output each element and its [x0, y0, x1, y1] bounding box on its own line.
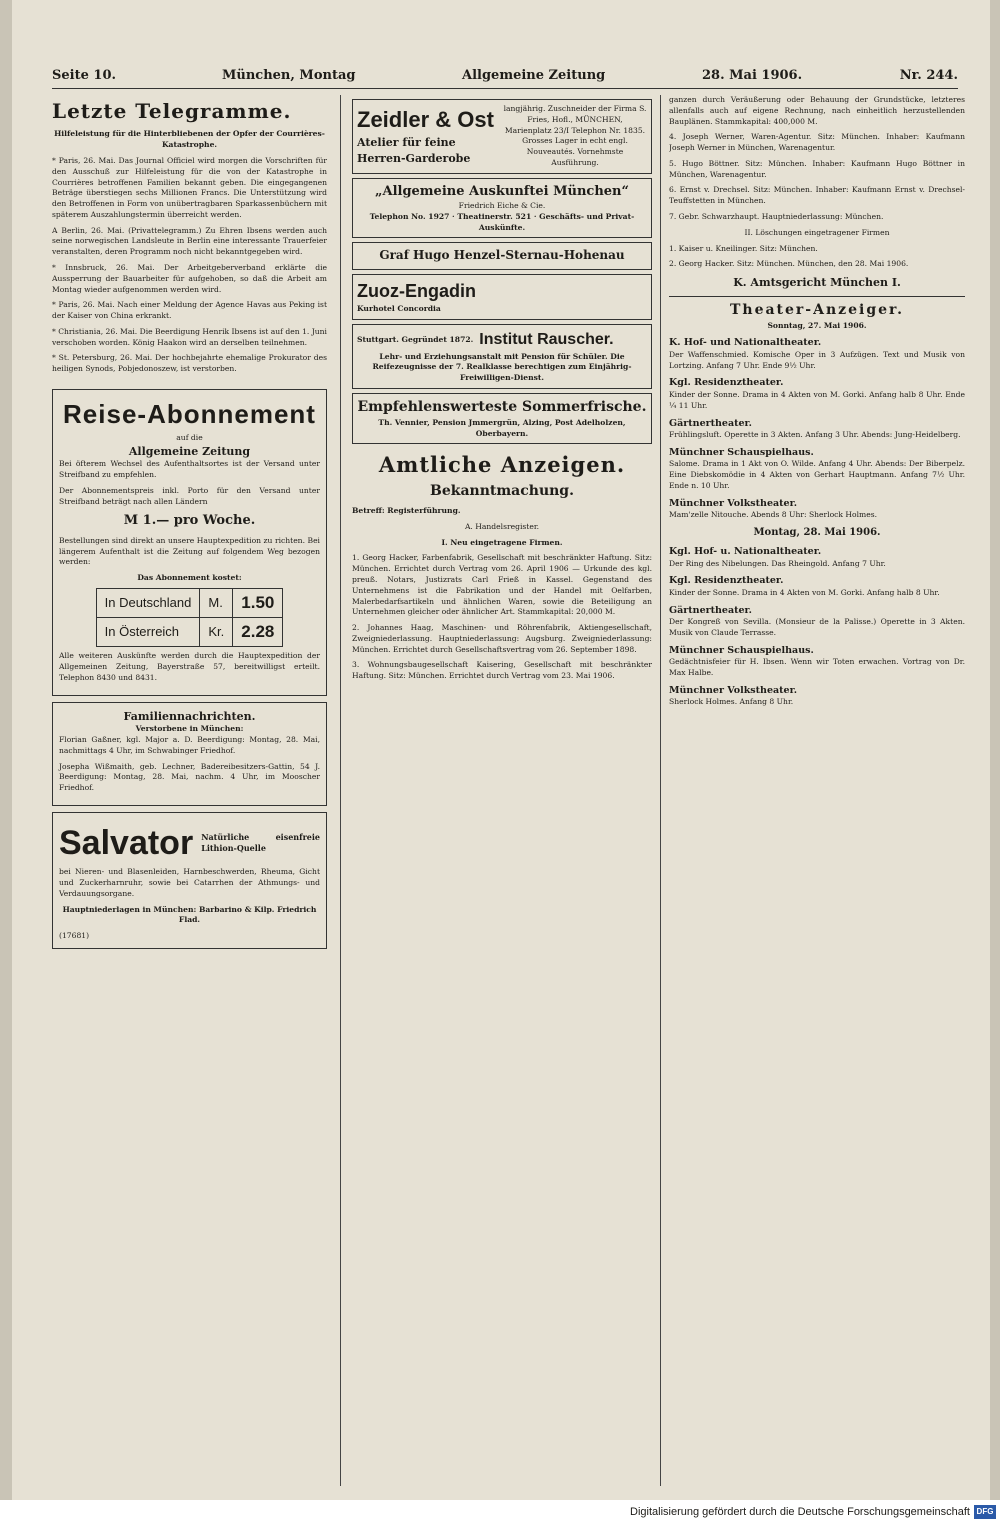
stuttgart-label: Stuttgart. Gegründet 1872. [357, 334, 474, 344]
register-entry: 4. Joseph Werner, Waren-Agentur. Sitz: München. Inhaber: Kaufmann Joseph Werner in München, Warenagentur. [669, 132, 965, 153]
telegram-paragraph: A Berlin, 26. Mai. (Privattelegramm.) Zu Ehren Ibsens werden auch seine norwegischen Landsleute in Berlin eine interessante Trauerfeier veranstalten, deren Programm noch nicht bekanntgegeben wird. [52, 225, 327, 257]
zuoz-sub: Kurhotel Concordia [357, 304, 441, 314]
zeidler-name: Zeidler & Ost [357, 107, 494, 132]
telegrams-title: Letzte Telegramme. [52, 99, 292, 123]
rauscher-ad [352, 324, 652, 389]
reise-paragraph: Bei öfterem Wechsel des Aufenthaltsortes ist der Versand unter Streifband zu empfehlen. [59, 459, 320, 480]
theater-program: Mam'zelle Nitouche. Abends 8 Uhr: Sherlock Holmes. [669, 510, 878, 520]
sommer-text: Th. Vennier, Pension Jmmergrün, Alzing, Post Adelholzen, Oberbayern. [378, 417, 626, 438]
abo-country: In Deutschland [96, 589, 200, 618]
column-2 [352, 95, 652, 1495]
abo-price-table [96, 588, 284, 647]
auskunftei-text: Telephon No. 1927 · Theatinerstr. 521 · Geschäfts- und Privat-Auskünfte. [369, 211, 635, 232]
salvator-ad [52, 812, 327, 949]
page-number: Seite 10. [52, 68, 117, 83]
abo-price: 2.28 [233, 618, 283, 647]
sommer-title: Empfehlenswerteste Sommerfrische. [357, 398, 647, 415]
family-title: Familiennachrichten. [123, 709, 256, 723]
table-row [96, 589, 283, 618]
theater-program: Frühlingsluft. Operette in 3 Akten. Anfang 3 Uhr. Abends: Jung-Heidelberg. [669, 430, 961, 439]
family-subtitle: Verstorbene in München: [135, 724, 244, 734]
theater-name: Kgl. Residenztheater. [669, 575, 784, 587]
header-number: Nr. 244. [899, 68, 958, 83]
footer-text: Digitalisierung gefördert durch die Deutsche Forschungsgemeinschaft [630, 1506, 970, 1518]
theater-name: Münchner Schauspielhaus. [669, 644, 814, 656]
theater-program: Der Ring des Nibelungen. Das Rheingold. Anfang 7 Uhr. [669, 558, 886, 568]
ad-number: (17681) [59, 931, 90, 941]
telegram-paragraph: * Paris, 26. Mai. Nach einer Meldung der Agence Havas aus Peking ist der Kaiser von China erkrankt. [52, 300, 327, 321]
theater-program: Der Waffenschmied. Komische Oper in 3 Aufzügen. Text und Musik von Lortzing. Anfang 7 Uhr. Ende 9½ Uhr. [669, 349, 965, 370]
auskunftei-title: „Allgemeine Auskunftei München“ [375, 183, 629, 199]
reise-title: Reise-Abonnement [63, 399, 316, 430]
sommer-ad [352, 393, 652, 444]
deletions-title: II. Löschungen eingetragener Firmen [744, 227, 890, 237]
zeidler-text: langjährig. Zuschneider der Firma S. Fries, Hofl., MÜNCHEN, Marienplatz 23/I Telephon Nr. 1835. Grosses Lager in echt engl. Nouveautés. Vornehmste Ausführung. [503, 104, 647, 167]
theater-program: Salome. Drama in 1 Akt von O. Wilde. Anfang 4 Uhr. Abends: Der Biberpelz. Eine Diebskomödie in 4 Akten von Gerhart Hauptmann. Anfang 7½ Uhr. Ende n. 10 Uhr. [669, 459, 965, 490]
theater-name: K. Hof- und Nationaltheater. [669, 337, 822, 349]
zuoz-ad [352, 274, 652, 320]
family-news-box [52, 702, 327, 806]
theater-name: Kgl. Hof- u. Nationaltheater. [669, 546, 822, 558]
handelsregister: A. Handelsregister. [464, 521, 540, 531]
register-entry: 7. Gebr. Schwarzhaupt. Hauptniederlassung: München. [669, 212, 884, 222]
header-paper: Allgemeine Zeitung [462, 68, 606, 83]
betreff: Betreff: Registerführung. [352, 506, 461, 516]
theater-program: Sherlock Holmes. Anfang 8 Uhr. [669, 697, 794, 707]
family-entry: Josepha Wißmaith, geb. Lechner, Badereibesitzers-Gattin, 54 J. Beerdigung: Montag, 28. Mai, nachm. 4 Uhr, im Mooscher Friedhof. [59, 761, 320, 793]
graf-title: Graf Hugo Henzel-Sternau-Hohenau [379, 248, 625, 263]
register-entry: 2. Georg Hacker. Sitz: München. München, den 28. Mai 1906. [669, 259, 909, 269]
register-entry: 1. Georg Hacker, Farbenfabrik, Gesellschaft mit beschränkter Haftung. Sitz: München. Errichtet durch Vertrag vom 26. April 1906 — Urkunde des kgl. preuß. Notars, Justizrats Carl Frieß in Kassel. Gegenstand des Unternehmens ist die Fabrikation und der Handel mit Oelfarben, Malerbedarfsartikeln und ähnlichen Waren, sowie die Beteiligung an Unternehmen gleicher oder ähnlicher Art. Stammkapital: 20,000 M. [352, 553, 652, 617]
bekanntmachung-title: Bekanntmachung. [430, 483, 574, 500]
theater-date: Sonntag, 27. Mai 1906. [767, 320, 867, 330]
column-separator [340, 95, 341, 1486]
family-entry: Florian Gaßner, kgl. Major a. D. Beerdigung: Montag, 28. Mai, nachmittags 4 Uhr, im Schwabinger Friedhof. [59, 735, 320, 755]
theater-program: Kinder der Sonne. Drama in 4 Akten von M. Gorki. Anfang halb 8 Uhr. [669, 587, 940, 597]
rauscher-text: Lehr- und Erziehungsanstalt mit Pension für Schüler. Die Reifezeugnisse der 7. Realklasse berechtigen zum Einjährig-Freiwilligen-Dienst. [372, 351, 632, 383]
salvator-title: Salvator [59, 823, 194, 862]
new-firms: I. Neu eingetragene Firmen. [441, 537, 563, 547]
table-row [96, 618, 283, 647]
telegram-paragraph: * Innsbruck, 26. Mai. Der Arbeitgeberverband erklärte die Aussperrung der Bauarbeiter für aufgehoben, so daß die Arbeit am Montag wieder aufgenommen werden wird. [52, 262, 327, 294]
page-header [52, 68, 958, 86]
amtliche-title: Amtliche Anzeigen. [378, 452, 626, 478]
rauscher-title: Institut Rauscher. [479, 330, 614, 348]
register-entry: 6. Ernst v. Drechsel. Sitz: München. Inhaber: Kaufmann Ernst v. Drechsel-Teuffstetten in München. [669, 185, 965, 206]
column-separator [660, 95, 661, 1486]
register-entry: 1. Kaiser u. Kneilinger. Sitz: München. [669, 243, 818, 253]
salvator-side: Natürliche eisenfreie Lithion-Quelle [201, 831, 320, 854]
digitization-footer [0, 1500, 1000, 1526]
zuoz-title: Zuoz-Engadin [357, 280, 476, 301]
abo-title: Das Abonnement kostet: [137, 573, 242, 583]
salvator-depot: Hauptniederlagen in München: Barbarino & Kilp. Friedrich Flad. [62, 904, 317, 925]
header-city-day: München, Montag [222, 68, 356, 83]
column-1 [52, 95, 327, 1495]
telegram-paragraph: * St. Petersburg, 26. Mai. Der hochbejahrte ehemalige Prokurator des heiligen Synods, Pobjedonoszew, ist verstorben. [52, 353, 327, 374]
column-3 [669, 95, 965, 1495]
abo-currency: Kr. [200, 618, 233, 647]
theater-program: Der Kongreß von Sevilla. (Monsieur de la Palisse.) Operette in 3 Akten. Musik von Claude Terrasse. [669, 617, 965, 637]
telegram-paragraph: * Christiania, 26. Mai. Die Beerdigung Henrik Ibsens ist auf den 1. Juni verschoben worden. König Haakon wird an derselben teilnehmen. [52, 326, 327, 347]
amtsgericht: K. Amtsgericht München I. [733, 276, 901, 290]
abo-price: 1.50 [233, 589, 283, 618]
theater-name: Kgl. Residenztheater. [669, 377, 784, 389]
theater-name: Münchner Volkstheater. [669, 497, 798, 509]
zeidler-sub: Atelier für feine [357, 136, 456, 150]
header-date: 28. Mai 1906. [702, 68, 803, 83]
abo-note: Alle weiteren Auskünfte werden durch die Hauptexpedition der Allgemeinen Zeitung, Bayerstraße 57, bereitwilligst erteilt. Telephon 8430 und 8431. [59, 651, 320, 682]
register-entry: 3. Wohnungsbaugesellschaft Kaisering, Gesellschaft mit beschränkter Haftung. Sitz: München. Errichtet durch Vertrag vom 23. Mai 1906. [352, 660, 652, 681]
reise-paragraph: Bestellungen sind direkt an unsere Hauptexpedition zu richten. Bei längerem Aufenthalt ist die Zeitung auf folgendem Weg bezogen werden: [59, 535, 320, 567]
reise-paper: Allgemeine Zeitung [128, 444, 251, 458]
register-entry: 5. Hugo Böttner. Sitz: München. Inhaber: Kaufmann Hugo Böttner in München, Warenagentur. [669, 158, 965, 179]
theater-program: Kinder der Sonne. Drama in 4 Akten von M. Gorki. Anfang halb 8 Uhr. Ende ¼ 11 Uhr. [669, 389, 965, 410]
theater-name: Münchner Volkstheater. [669, 684, 798, 696]
telegram-paragraph: * Paris, 26. Mai. Das Journal Officiel wird morgen die Vorschriften für den Ausschuß zur Hilfeleistung für die von der Katastrophe in Courrières betroffenen Familien bekannt geben. Die eingegangenen Beträge überstiegen sechs Millionen Francs. Die Unterstützung wird den Betroffenen in Form von unübertragbaren Sparkassenbüchern mit späterem Auszahlungstermin überreicht werden. [52, 155, 327, 219]
graf-ad [352, 242, 652, 269]
theater-title: Theater-Anzeiger. [729, 301, 904, 318]
telegrams-subtitle: Hilfeleistung für die Hinterbliebenen der Opfer der Courrières-Katastrophe. [54, 129, 325, 150]
header-rule [52, 88, 958, 89]
reise-sub: auf die [176, 432, 203, 442]
zeidler-sub: Herren-Garderobe [357, 151, 471, 165]
salvator-header [59, 819, 320, 867]
salvator-text: bei Nieren- und Blasenleiden, Harnbeschwerden, Rheuma, Gicht und Zuckerharnruhr, sowie bei Catarrhen der Athmungs- und Verdauungsorgane. [59, 867, 320, 898]
theater-program: Gedächtnisfeier für H. Ibsen. Wenn wir Toten erwachen. Vortrag von Dr. Max Halbe. [669, 657, 965, 677]
register-entry: 2. Johannes Haag, Maschinen- und Röhrenfabrik, Aktiengesellschaft, Zweigniederlassung. Hauptniederlassung: Augsburg. Zweigniederlassung: München. Errichtet durch Gesellschaftsvertrag vom 26. September 1898. [352, 623, 652, 654]
reise-paragraph: Der Abonnementspreis inkl. Porto für den Versand unter Streifband beträgt nach allen Ländern [59, 485, 320, 506]
reise-price: M 1.— pro Woche. [123, 513, 256, 529]
auskunftei-sub: Friedrich Eiche & Cie. [458, 201, 546, 211]
newspaper-page [12, 0, 990, 1526]
theater-date: Montag, 28. Mai 1906. [753, 526, 881, 538]
reise-abonnement-box [52, 389, 327, 696]
zeidler-ad [352, 99, 652, 174]
theater-name: Gärtnertheater. [669, 417, 752, 429]
theater-name: Gärtnertheater. [669, 604, 752, 616]
theater-name: Münchner Schauspielhaus. [669, 446, 814, 458]
auskunftei-ad [352, 178, 652, 239]
register-entry: ganzen durch Veräußerung oder Behauung der Grundstücke, letzteres allenfalls auch auf eigene Rechnung, nach einheitlich herzustellenden Bauplänen. Stammkapital: 400,000 M. [669, 95, 965, 126]
dfg-logo-icon: DFG [974, 1505, 996, 1519]
abo-currency: M. [200, 589, 233, 618]
abo-country: In Österreich [96, 618, 200, 647]
